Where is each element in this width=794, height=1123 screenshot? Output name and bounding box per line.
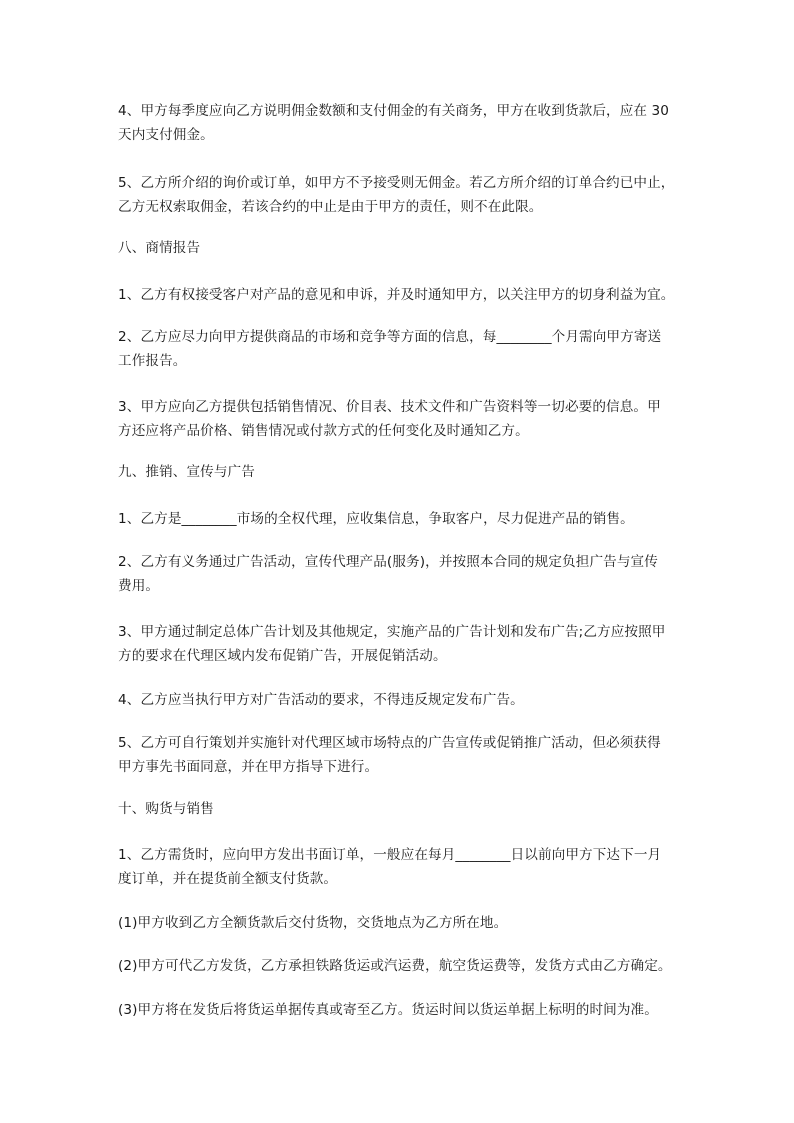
- text-line: 1、乙方需货时，应向甲方发出书面订单，一般应在每月________日以前向甲方下达下一月: [118, 847, 662, 863]
- text-line: 八、商情报告: [118, 240, 201, 256]
- text-line: 九、推销、宣传与广告: [118, 464, 255, 480]
- paragraph-self-promotion: [118, 731, 678, 779]
- text-line: 方的要求在代理区域内发布促销广告，开展促销活动。: [118, 648, 447, 664]
- text-line: 5、乙方所介绍的询价或订单，如甲方不予接受则无佣金。若乙方所介绍的订单合约已中止，: [118, 175, 675, 191]
- text-line: 4、乙方应当执行甲方对广告活动的要求，不得违反规定发布广告。: [118, 692, 524, 708]
- paragraph-commission-payment: [118, 99, 678, 147]
- text-line: (2)甲方可代乙方发货，乙方承担铁路货运或汽运费，航空货运费等，发货方式由乙方确定。: [118, 958, 672, 974]
- paragraph-advertising-duty: [118, 550, 678, 598]
- text-line: 1、乙方有权接受客户对产品的意见和申诉，并及时通知甲方，以关注甲方的切身利益为宜。: [118, 287, 675, 303]
- paragraph-information-supply: [118, 395, 678, 443]
- text-line: 乙方无权索取佣金，若该合约的中止是由于甲方的责任，则不在此限。: [118, 199, 543, 215]
- section-heading-8: [118, 236, 678, 260]
- text-line: 1、乙方是________市场的全权代理，应收集信息，争取客户，尽力促进产品的销售。: [118, 511, 634, 527]
- paragraph-purchase-order: [118, 843, 678, 891]
- paragraph-delivery-location: [118, 911, 678, 935]
- text-line: 2、乙方有义务通过广告活动，宣传代理产品(服务)，并按照本合同的规定负担广告与宣传: [118, 554, 658, 570]
- text-line: 3、甲方应向乙方提供包括销售情况、价目表、技术文件和广告资料等一切必要的信息。甲: [118, 399, 661, 415]
- text-line: 4、甲方每季度应向乙方说明佣金数额和支付佣金的有关商务，甲方在收到货款后，应在 30: [118, 103, 670, 119]
- text-line: 3、甲方通过制定总体广告计划及其他规定，实施产品的广告计划和发布广告;乙方应按照甲: [118, 624, 666, 640]
- text-line: 2、乙方应尽力向甲方提供商品的市场和竞争等方面的信息，每________个月需向甲方寄送: [118, 329, 662, 345]
- paragraph-advertising-plan: [118, 620, 678, 668]
- paragraph-advertising-rules: [118, 688, 678, 712]
- paragraph-no-commission: [118, 171, 678, 219]
- section-heading-10: [118, 797, 678, 821]
- text-line: 十、购货与销售: [118, 801, 214, 817]
- paragraph-exclusive-agent: [118, 507, 678, 531]
- paragraph-customer-feedback: [118, 283, 678, 307]
- paragraph-shipping-documents: [118, 998, 678, 1022]
- text-line: 甲方事先书面同意，并在甲方指导下进行。: [118, 759, 379, 775]
- text-line: (3)甲方将在发货后将货运单据传真或寄至乙方。货运时间以货运单据上标明的时间为准。: [118, 1002, 658, 1018]
- text-line: 工作报告。: [118, 353, 187, 369]
- section-heading-9: [118, 460, 678, 484]
- paragraph-market-report: [118, 325, 678, 373]
- paragraph-shipping-method: [118, 954, 678, 978]
- text-line: (1)甲方收到乙方全额货款后交付货物，交货地点为乙方所在地。: [118, 915, 508, 931]
- text-line: 5、乙方可自行策划并实施针对代理区域市场特点的广告宣传或促销推广活动，但必须获得: [118, 735, 661, 751]
- text-line: 方还应将产品价格、销售情况或付款方式的任何变化及时通知乙方。: [118, 423, 529, 439]
- text-line: 度订单，并在提货前全额支付货款。: [118, 871, 338, 887]
- text-line: 天内支付佣金。: [118, 127, 214, 143]
- text-line: 费用。: [118, 578, 160, 594]
